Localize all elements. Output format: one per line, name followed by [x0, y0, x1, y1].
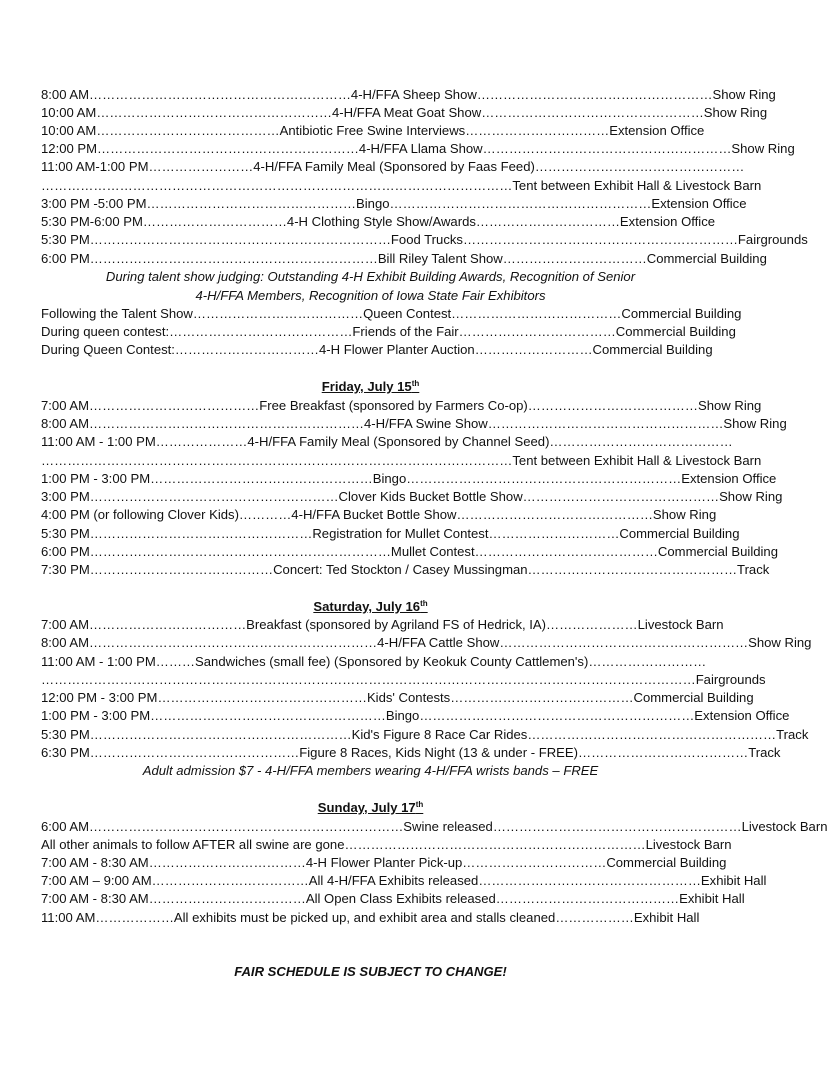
schedule-row: 5:30 PM……………………………………………………………Food Trucks………………………………………………………Fairgrounds	[41, 232, 808, 247]
schedule-row: 4:00 PM (or following Clover Kids)…………4-H/FFA Bucket Bottle Show………………………………………Show Ring	[41, 507, 717, 522]
schedule-row: 7:00 AM…………………………………Free Breakfast (sponsored by Farmers Co-op)…………………………………Show Ring	[41, 398, 762, 413]
schedule-row: 11:00 AM-1:00 PM……………………4-H/FFA Family Meal (Sponsored by Faas Feed)…………………………………………	[41, 159, 745, 174]
schedule-row: 10:00 AM……………………………………Antibiotic Free Swine Interviews……………………………Extension Office	[41, 123, 705, 138]
schedule-row: 6:00 AM………………………………………………………………Swine released…………………………………………………Livestock Barn	[41, 819, 827, 834]
schedule-row: ………………………………………………………………………………………………Tent between Exhibit Hall & Livestock Barn	[41, 178, 762, 193]
schedule-row: 1:00 PM - 3:00 PM………………………………………………Bingo………………………………………………………Extension Office	[41, 708, 790, 723]
schedule-row: All other animals to follow AFTER all swine are gone……………………………………………………………Livestock Barn	[41, 837, 732, 852]
talent-note-line-2: 4-H/FFA Members, Recognition of Iowa State Fair Exhibitors	[195, 288, 546, 303]
admission-note: Adult admission $7 - 4-H/FFA members wearing 4-H/FFA wrists bands – FREE	[142, 763, 599, 778]
schedule-row: 1:00 PM - 3:00 PM……………………………………………Bingo………………………………………………………Extension Office	[41, 471, 777, 486]
schedule-row: 11:00 AM………………All exhibits must be picked up, and exhibit area and stalls cleaned………………Exhibit Hall	[41, 910, 700, 925]
schedule-row: 5:30 PM-6:00 PM……………………………4-H Clothing Style Show/Awards……………………………Extension Office	[41, 214, 716, 229]
schedule-row: 3:00 PM…………………………………………………Clover Kids Bucket Bottle Show………………………………………Show Ring	[41, 489, 783, 504]
schedule-row: ………………………………………………………………………………………………Tent between Exhibit Hall & Livestock Barn	[41, 453, 762, 468]
day-heading-saturday: Saturday, July 16th	[313, 599, 428, 614]
schedule-row: 6:00 PM…………………………………………………………Bill Riley Talent Show……………………………Commercial Building	[41, 251, 767, 266]
schedule-row: 11:00 AM - 1:00 PM…………………4-H/FFA Family Meal (Sponsored by Channel Seed)……………………………………	[41, 434, 733, 449]
schedule-row: 7:30 PM……………………………………Concert: Ted Stockton / Casey Mussingman…………………………………………Track	[41, 562, 770, 577]
schedule-row: 3:00 PM -5:00 PM…………………………………………Bingo……………………………………………………Extension Office	[41, 196, 747, 211]
schedule-row: 7:00 AM - 8:30 AM………………………………All Open Class Exhibits released……………………………………Exhibit Hall	[41, 891, 745, 906]
schedule-row: 6:00 PM……………………………………………………………Mullet Contest……………………………………Commercial Building	[41, 544, 778, 559]
schedule-row: During queen contest:……………………………………Friends of the Fair………………………………Commercial Building	[41, 324, 736, 339]
talent-note-line-1: During talent show judging: Outstanding 4-H Exhibit Building Awards, Recognition of Senior	[105, 269, 636, 284]
schedule-row: 6:30 PM…………………………………………Figure 8 Races, Kids Night (13 & under - FREE)…………………………………Track	[41, 745, 781, 760]
schedule-row: 10:00 AM………………………………………………4-H/FFA Meat Goat Show……………………………………………Show Ring	[41, 105, 768, 120]
schedule-row: 7:00 AM – 9:00 AM………………………………All 4-H/FFA Exhibits released……………………………………………Exhibit Hall	[41, 873, 767, 888]
schedule-row: 12:00 PM……………………………………………………4-H/FFA Llama Show…………………………………………………Show Ring	[41, 141, 795, 156]
footer-notice: FAIR SCHEDULE IS SUBJECT TO CHANGE!	[234, 964, 507, 979]
schedule-row: 8:00 AM……………………………………………………4-H/FFA Sheep Show………………………………………………Show Ring	[41, 87, 776, 102]
schedule-row: ……………………………………………………………………………………………………………………………………Fairgrounds	[41, 672, 766, 687]
schedule-row: 7:00 AM………………………………Breakfast (sponsored by Agriland FS of Hedrick, IA)…………………Livestock Barn	[41, 617, 724, 632]
schedule-row: 8:00 AM………………………………………………………4-H/FFA Swine Show………………………………………………Show Ring	[41, 416, 787, 431]
schedule-row: 5:30 PM……………………………………………Registration for Mullet Contest…………………………Commercial Building	[41, 526, 740, 541]
schedule-row: During Queen Contest:……………………………4-H Flower Planter Auction………………………Commercial Building	[41, 342, 713, 357]
schedule-row: 11:00 AM - 1:00 PM………Sandwiches (small fee) (Sponsored by Keokuk County Cattlemen's)………………………	[41, 654, 707, 669]
schedule-row: 5:30 PM……………………………………………………Kid's Figure 8 Race Car Rides…………………………………………………Track	[41, 727, 809, 742]
day-heading-friday: Friday, July 15th	[321, 379, 420, 394]
schedule-row: Following the Talent Show…………………………………Queen Contest…………………………………Commercial Building	[41, 306, 742, 321]
day-heading-sunday: Sunday, July 17th	[317, 800, 424, 815]
schedule-row: 12:00 PM - 3:00 PM…………………………………………Kids' Contests……………………………………Commercial Building	[41, 690, 754, 705]
schedule-row: 7:00 AM - 8:30 AM………………………………4-H Flower Planter Pick-up……………………………Commercial Building	[41, 855, 727, 870]
schedule-row: 8:00 AM…………………………………………………………4-H/FFA Cattle Show…………………………………………………Show Ring	[41, 635, 812, 650]
